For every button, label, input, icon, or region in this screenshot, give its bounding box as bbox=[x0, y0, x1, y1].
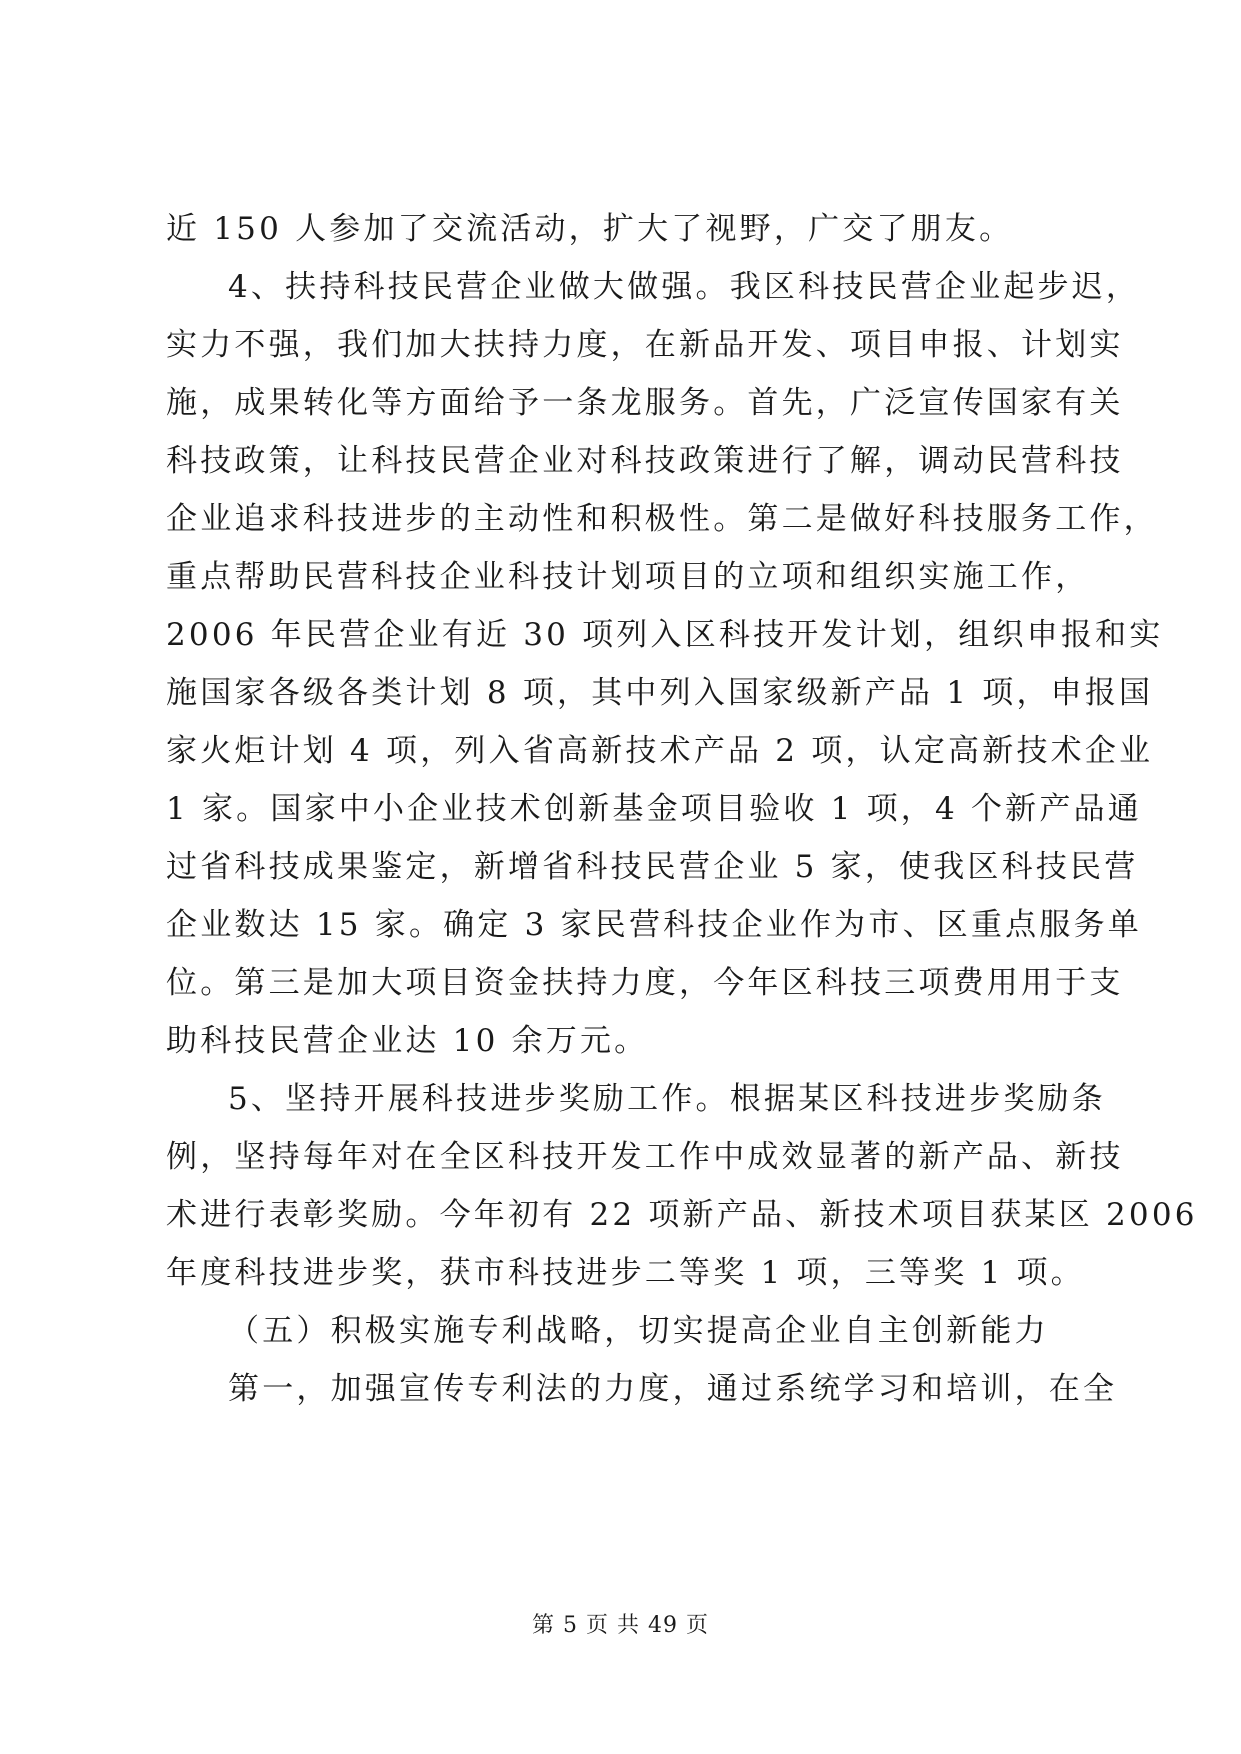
text-line: 位。第三是加大项目资金扶持力度，今年区科技三项费用用于支 bbox=[166, 965, 1124, 1001]
text-line: 施国家各级各类计划 8 项，其中列入国家级新产品 1 项，申报国 bbox=[166, 675, 1154, 711]
text-line: 2006 年民营企业有近 30 项列入区科技开发计划，组织申报和实 bbox=[166, 617, 1164, 653]
text-line: 例，坚持每年对在全区科技开发工作中成效显著的新产品、新技 bbox=[166, 1139, 1124, 1175]
text-line: 术进行表彰奖励。今年初有 22 项新产品、新技术项目获某区 2006 bbox=[166, 1197, 1198, 1233]
text-line: 科技政策，让科技民营企业对科技政策进行了解，调动民营科技 bbox=[166, 443, 1124, 479]
text-line: 4、扶持科技民营企业做大做强。我区科技民营企业起步迟， bbox=[228, 269, 1141, 305]
section-heading: （五）积极实施专利战略，切实提高企业自主创新能力 bbox=[228, 1313, 1049, 1349]
text-line: 第一，加强宣传专利法的力度，通过系统学习和培训，在全 bbox=[228, 1371, 1118, 1407]
text-line: 企业追求科技进步的主动性和积极性。第二是做好科技服务工作， bbox=[166, 501, 1158, 537]
text-line: 过省科技成果鉴定，新增省科技民营企业 5 家，使我区科技民营 bbox=[166, 849, 1139, 885]
text-line: 1 家。国家中小企业技术创新基金项目验收 1 项，4 个新产品通 bbox=[166, 791, 1142, 827]
text-line: 近 150 人参加了交流活动，扩大了视野，广交了朋友。 bbox=[166, 211, 1014, 247]
text-line: 施，成果转化等方面给予一条龙服务。首先，广泛宣传国家有关 bbox=[166, 385, 1124, 421]
text-line: 重点帮助民营科技企业科技计划项目的立项和组织实施工作， bbox=[166, 559, 1090, 595]
text-line: 5、坚持开展科技进步奖励工作。根据某区科技进步奖励条 bbox=[228, 1081, 1106, 1117]
page-number-footer: 第 5 页 共 49 页 bbox=[532, 1613, 709, 1638]
text-line: 企业数达 15 家。确定 3 家民营科技企业作为市、区重点服务单 bbox=[166, 907, 1142, 943]
document-body bbox=[166, 200, 1198, 1418]
text-line: 年度科技进步奖，获市科技进步二等奖 1 项，三等奖 1 项。 bbox=[166, 1255, 1085, 1291]
text-line: 家火炬计划 4 项，列入省高新技术产品 2 项，认定高新技术企业 bbox=[166, 733, 1154, 769]
text-line: 助科技民营企业达 10 余万元。 bbox=[166, 1023, 649, 1059]
text-line: 实力不强，我们加大扶持力度，在新品开发、项目申报、计划实 bbox=[166, 327, 1124, 363]
